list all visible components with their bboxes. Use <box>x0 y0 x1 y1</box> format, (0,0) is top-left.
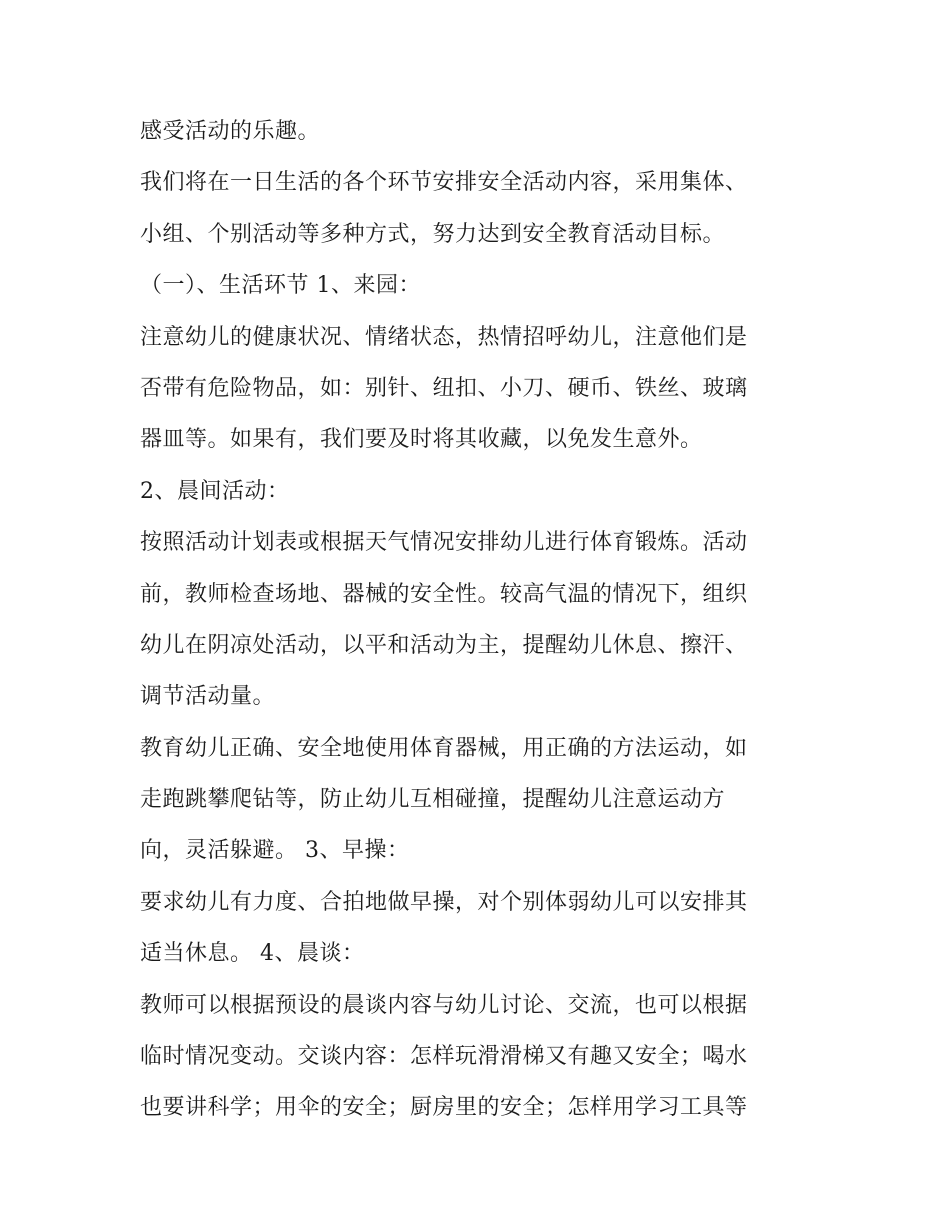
text-line: 走跑跳攀爬钻等，防止幼儿互相碰撞，提醒幼儿注意运动方 <box>140 787 726 813</box>
text-line: 临时情况变动。交谈内容：怎样玩滑滑梯又有趣又安全；喝水 <box>140 1044 748 1070</box>
text-line: 感受活动的乐趣。 <box>140 119 321 144</box>
text-line: （一）、生活环节 1、来园： <box>140 273 421 299</box>
text-line: 按照活动计划表或根据天气情况安排幼儿进行体育锻炼。活动 <box>140 530 748 556</box>
text-line: 前，教师检查场地、器械的安全性。较高气温的情况下，组织 <box>140 581 748 607</box>
text-line: 要求幼儿有力度、合拍地做早操，对个别体弱幼儿可以安排其 <box>140 889 748 915</box>
text-line: 我们将在一日生活的各个环节安排安全活动内容，采用集体、 <box>140 170 748 196</box>
text-line: 注意幼儿的健康状况、情绪状态，热情招呼幼儿，注意他们是 <box>140 324 748 350</box>
text-line: 调节活动量。 <box>140 684 276 710</box>
text-line: 2、晨间活动： <box>140 478 290 504</box>
document-body <box>140 106 820 1134</box>
text-line: 否带有危险物品，如：别针、纽扣、小刀、硬币、铁丝、玻璃 <box>140 375 748 401</box>
text-line: 幼儿在阴凉处活动，以平和活动为主，提醒幼儿休息、擦汗、 <box>140 632 748 658</box>
text-line: 教育幼儿正确、安全地使用体育器械，用正确的方法运动，如 <box>140 735 748 761</box>
text-line: 适当休息。 4、晨谈： <box>140 941 365 967</box>
text-line: 器皿等。如果有，我们要及时将其收藏，以免发生意外。 <box>140 427 703 453</box>
text-line: 也要讲科学；用伞的安全；厨房里的安全；怎样用学习工具等 <box>140 1095 748 1121</box>
text-line: 教师可以根据预设的晨谈内容与幼儿讨论、交流，也可以根据 <box>140 992 748 1018</box>
text-line: 向，灵活躲避。 3、早操： <box>140 838 410 864</box>
text-line: 小组、个别活动等多种方式，努力达到安全教育活动目标。 <box>140 221 726 247</box>
